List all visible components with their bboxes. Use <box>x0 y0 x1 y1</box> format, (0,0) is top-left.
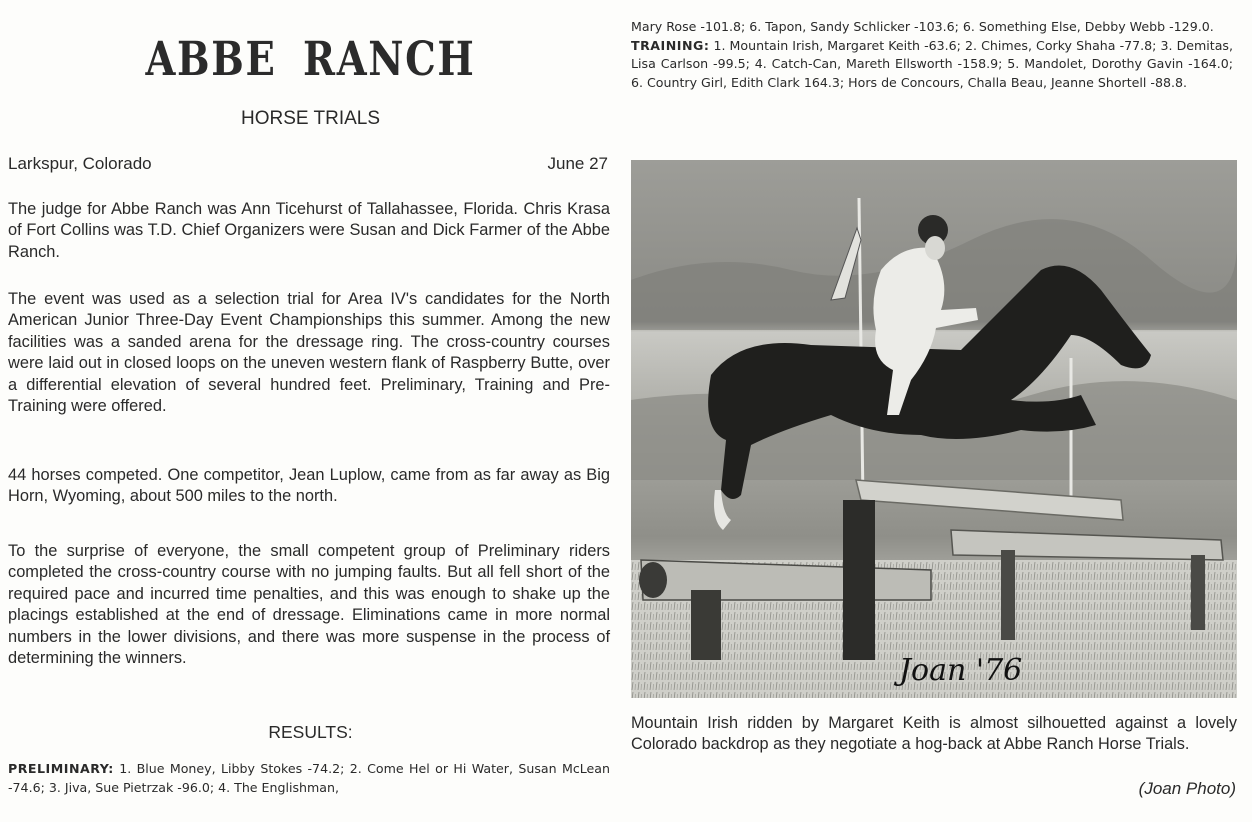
paragraph-event: The event was used as a selection trial for Area IV's candidates for the North American Junior Three-Day Event Championships this summer. Among the new facilities was a sanded arena for the dressage ring. The cross-country courses were laid out in closed loops on the uneven western flank of Raspberry Butte, over a differential elevation of several hundred feet. Preliminary, Training and Pre-Training were offered. <box>8 290 610 416</box>
division-label-preliminary: PRELIMINARY: <box>8 761 114 776</box>
division-label-training: TRAINING: <box>631 37 710 53</box>
paragraph-summary: To the surprise of everyone, the small competent group of Preliminary riders completed the cross-country course with no jumping faults. But all fell short of the required pace and incurred time penalties, and this was enough to shake up the placings established at the end of dressage. Eliminations came in more normal numbers in the lower divisions, and there was more suspense in the process of determining the winners. <box>8 542 610 668</box>
jump-post-center <box>843 500 875 660</box>
results-preliminary <box>8 760 610 797</box>
paragraph-competitors: 44 horses competed. One competitor, Jean Luplow, came from as far away as Big Horn, Wyoming, about 500 miles to the north. <box>8 466 610 506</box>
photo-illustration <box>631 160 1237 698</box>
log-end <box>639 562 667 598</box>
photo-credit: (Joan Photo) <box>1138 779 1236 798</box>
results-preliminary-continued <box>631 18 1233 92</box>
preliminary-continued-text: Mary Rose -101.8; 6. Tapon, Sandy Schlicker -103.6; 6. Something Else, Debby Webb -129.0. <box>631 19 1214 34</box>
location: Larkspur, Colorado <box>8 154 152 173</box>
photo-signature: Joan '76 <box>899 653 1023 688</box>
paragraph-officials: The judge for Abbe Ranch was Ann Ticehurst of Tallahassee, Florida. Chris Krasa of Fort Collins was T.D. Chief Organizers were Susan and Dick Farmer of the Abbe Ranch. <box>8 200 610 261</box>
dateline <box>8 154 608 174</box>
photo-caption: Mountain Irish ridden by Margaret Keith is almost silhouetted against a lovely Colorado backdrop as they negotiate a hog-back at Abbe Ranch Horse Trials. <box>631 714 1237 753</box>
jump-post-left <box>691 590 721 660</box>
jump-post-far-right <box>1191 555 1205 630</box>
horse-jump-photo <box>631 160 1237 698</box>
article-subtitle: HORSE TRIALS <box>240 108 381 129</box>
rider-face <box>925 236 945 260</box>
results-heading: RESULTS: <box>268 722 353 742</box>
event-date: June 27 <box>547 154 608 173</box>
preliminary-results-text: 1. Blue Money, Libby Stokes -74.2; 2. Come Hel or Hi Water, Susan McLean -74.6; 3. Jiva, Sue Pietrzak -96.0; 4. The Englishman, <box>8 761 610 795</box>
article-title: ABBE RANCH <box>145 32 476 87</box>
jump-post-right <box>1001 550 1015 640</box>
training-results-text: 1. Mountain Irish, Margaret Keith -63.6; 2. Chimes, Corky Shaha -77.8; 3. Demitas, Lisa Carlson -99.5; 4. Catch-Can, Mareth Ellsworth -158.9; 5. Mandolet, Dorothy Gavin -164.0; 6. Country Girl, Edith Clark 164.3; Hors de Concours, Challa Beau, Jeanne Shortell -88.8. <box>631 37 1233 90</box>
